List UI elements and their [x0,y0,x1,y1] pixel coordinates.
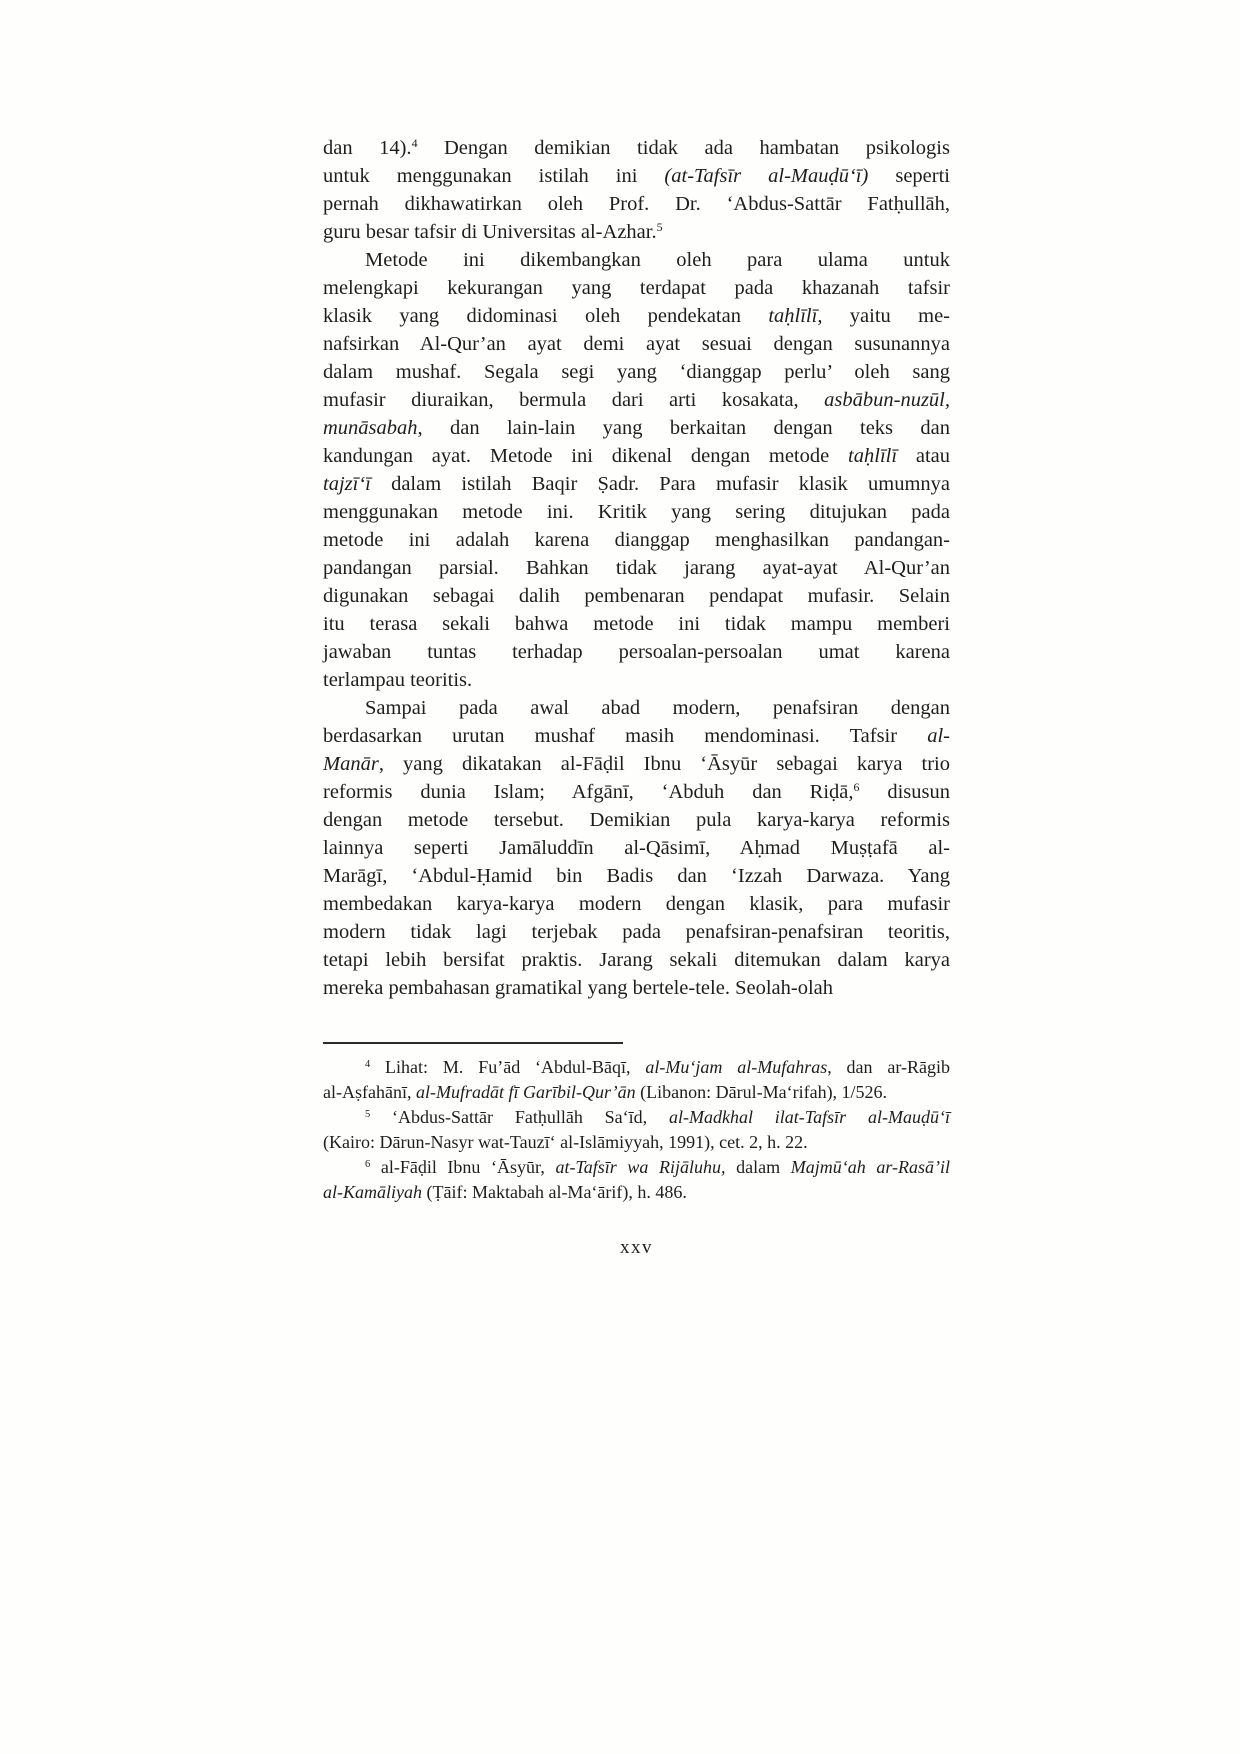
text-run: (Ṭāif: Maktabah al-Ma‘ārif), h. 486. [422,1182,687,1202]
text-run: atau [897,445,950,467]
body-line [323,666,950,694]
text-run: pandangan parsial. Bahkan tidak jarang ayat-ayat Al-Qur’an [323,557,950,579]
text-run: ‘Abdus-Sattār Fatḥullāh Sa‘īd, [370,1107,669,1127]
text-run: digunakan sebagai dalih pembenaran pendapat mufasir. Selain [323,585,950,607]
body-line [323,778,950,806]
italic-run: at-Tafsīr wa Rijāluhu, [555,1157,726,1177]
text-run: klasik yang didominasi oleh pendekatan [323,305,769,327]
body-line [323,442,950,470]
body-line [323,582,950,610]
text-run: , dan lain-lain yang berkaitan dengan teks dan [417,417,950,439]
footnote-ref: 4 [365,1059,371,1071]
text-run: melengkapi kekurangan yang terdapat pada khazanah tafsir [323,277,950,299]
footnotes-section [323,1055,950,1205]
body-line [323,358,950,386]
footnote-ref: 4 [411,136,418,151]
text-run: , dan ar-Rāgib [827,1057,950,1077]
text-run: , yaitu me- [817,305,950,327]
footnote-separator-rule [323,1042,623,1044]
text-run: kandungan ayat. Metode ini dikenal dengan metode [323,445,849,467]
body-line [323,890,950,918]
body-line [323,190,950,218]
body-line [323,498,950,526]
text-run: untuk menggunakan istilah ini [323,165,665,187]
text-run: dalam mushaf. Segala segi yang ‘dianggap perlu’ oleh sang [323,361,950,383]
footnote-line [323,1180,950,1205]
text-run: dan 14). [323,137,412,159]
body-line [323,946,950,974]
text-run: (Kairo: Dārun-Nasyr wat-Tauzī‘ al-Islāmiyyah, 1991), cet. 2, h. 22. [323,1132,808,1152]
text-run: Sampai pada awal abad modern, penafsiran dengan [365,697,950,719]
body-line [323,330,950,358]
body-line [323,610,950,638]
text-run: dengan metode tersebut. Demikian pula karya-karya reformis [323,809,950,831]
paragraph [323,694,950,1002]
footnote-ref: 5 [365,1109,371,1121]
text-run: mufasir diuraikan, bermula dari arti kosakata, [323,389,825,411]
italic-run: Majmū‘ah ar-Rasā’il [790,1157,951,1177]
italic-run: Manār [323,753,379,775]
body-line [323,386,950,414]
body-line [323,554,950,582]
footnote [323,1155,950,1205]
body-text [323,134,950,1002]
text-run: modern tidak lagi terjebak pada penafsiran-penafsiran teoritis, [323,921,950,943]
text-run: pernah dikhawatirkan oleh Prof. Dr. ‘Abdus-Sattār Fatḥullāh, [323,193,950,215]
text-run: itu terasa sekali bahwa metode ini tidak mampu memberi [323,613,950,635]
footnote-line [323,1155,950,1180]
footnote-line [323,1055,950,1080]
paragraph [323,246,950,694]
text-run: dalam istilah Baqir Ṣadr. Para mufasir klasik umumnya [370,473,950,495]
footnote-ref: 6 [365,1159,371,1171]
text-run: (Libanon: Dārul-Ma‘rifah), 1/526. [635,1082,888,1102]
text-run: Marāgī, ‘Abdul-Ḥamid bin Badis dan ‘Izzah Darwaza. Yang [323,865,950,887]
text-run: al-Fāḍil Ibnu ‘Āsyūr, [370,1157,556,1177]
text-run: guru besar tafsir di Universitas al-Azhar. [323,221,657,243]
text-run: reformis dunia Islam; Afgānī, ‘Abduh dan Riḍā, [323,781,854,803]
footnote-ref: 5 [656,220,663,235]
paragraph [323,134,950,246]
italic-run: asbābun-nuzūl, [824,389,950,411]
text-run: terlampau teoritis. [323,669,473,691]
text-run: tetapi lebih bersifat praktis. Jarang sekali ditemukan dalam karya [323,949,950,971]
footnote [323,1105,950,1155]
body-line [323,302,950,330]
body-line [323,162,950,190]
body-line [323,246,950,274]
italic-run: al-Madkhal ilat-Tafsīr al-Mauḍū‘ī [669,1107,950,1127]
text-run: mereka pembahasan gramatikal yang bertele-tele. Seolah-olah [323,977,833,999]
italic-run: taḥlīlī [768,305,818,327]
text-run: menggunakan metode ini. Kritik yang sering ditujukan pada [323,501,950,523]
text-run: metode ini adalah karena dianggap menghasilkan pandangan- [323,529,950,551]
body-line [323,722,950,750]
body-line [323,862,950,890]
text-run: Metode ini dikembangkan oleh para ulama untuk [365,249,950,271]
footnote-line [323,1105,950,1130]
italic-run: (at-Tafsīr al-Mauḍū‘ī) [664,165,869,187]
italic-run: taḥlīlī [848,445,898,467]
body-line [323,694,950,722]
text-run: seperti [868,165,950,187]
text-run: nafsirkan Al-Qur’an ayat demi ayat sesuai dengan susunannya [323,333,950,355]
text-run: , yang dikatakan al-Fāḍil Ibnu ‘Āsyūr sebagai karya trio [378,753,950,775]
footnote [323,1055,950,1105]
body-line [323,274,950,302]
footnote-line [323,1080,950,1105]
text-run: lainnya seperti Jamāluddīn al-Qāsimī, Aḥmad Muṣṭafā al- [323,837,950,859]
text-run: Lihat: M. Fu’ād ‘Abdul-Bāqī, [370,1057,646,1077]
italic-run: al-Mu‘jam al-Mufahras [645,1057,828,1077]
text-run: jawaban tuntas terhadap persoalan-persoalan umat karena [323,641,950,663]
body-line [323,806,950,834]
body-line [323,918,950,946]
text-run: dalam [725,1157,791,1177]
body-line [323,638,950,666]
footnote-ref: 6 [853,780,860,795]
body-line [323,974,950,1002]
text-run: disusun [859,781,950,803]
page-number: xxv [620,1237,653,1258]
body-line [323,414,950,442]
body-line [323,470,950,498]
footnote-line [323,1130,950,1155]
italic-run: al-Mufradāt fī Garībil-Qur’ān [415,1082,636,1102]
text-run: Dengan demikian tidak ada hambatan psikologis [417,137,950,159]
body-line [323,750,950,778]
text-run: membedakan karya-karya modern dengan klasik, para mufasir [323,893,950,915]
italic-run: al-Kamāliyah [323,1182,422,1202]
body-line [323,526,950,554]
text-run: berdasarkan urutan mushaf masih mendominasi. Tafsir [323,725,928,747]
body-line [323,218,950,246]
body-line [323,134,950,162]
italic-run: tajzī‘ī [323,473,371,495]
text-run: al-Aṣfahānī, [323,1082,416,1102]
italic-run: munāsabah [323,417,418,439]
text-column [323,134,950,1259]
body-line [323,834,950,862]
italic-run: al- [927,725,950,747]
